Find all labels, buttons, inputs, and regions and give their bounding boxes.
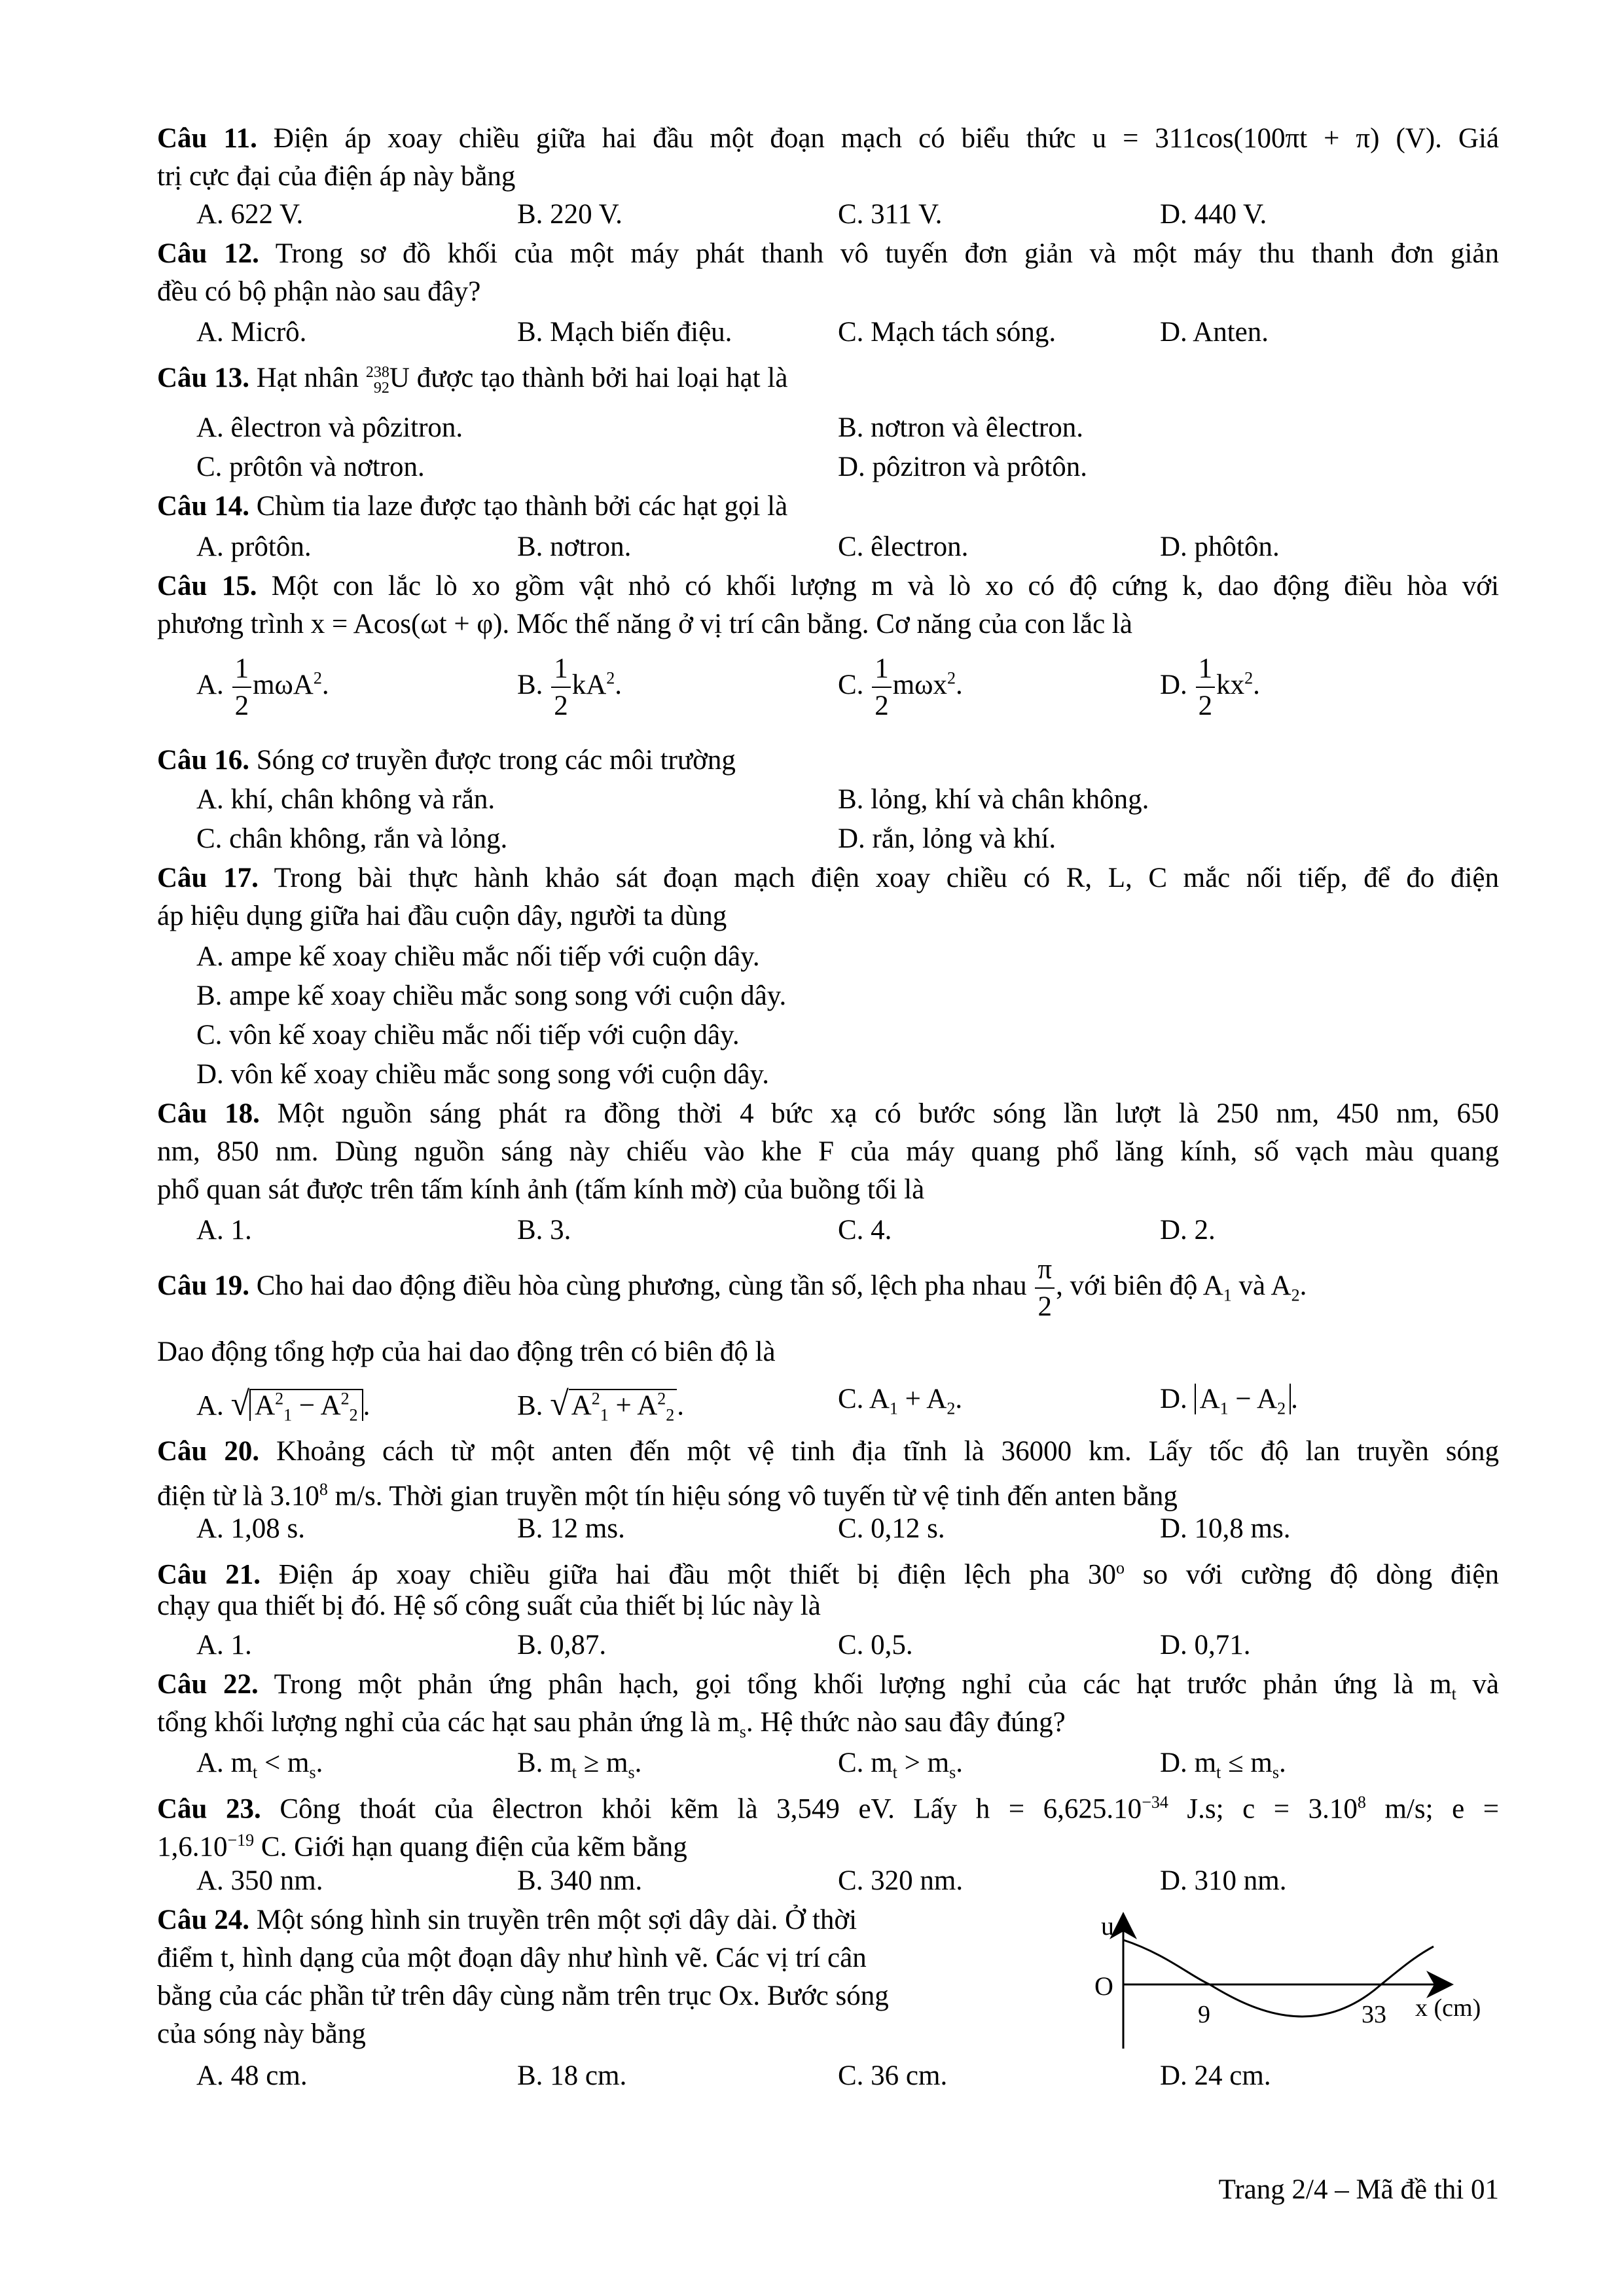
q16-line1: Câu 16. Sóng cơ truyền được trong các môi trường [157, 745, 736, 776]
q15-label: Câu 15. [157, 571, 257, 601]
q11-option-b[interactable]: B. 220 V. [517, 199, 623, 230]
q21-option-d[interactable]: D. 0,71. [1160, 1630, 1251, 1660]
q21-line2: chạy qua thiết bị đó. Hệ số công suất của thiết bị lúc này là [157, 1590, 821, 1621]
q18-label: Câu 18. [157, 1098, 260, 1129]
q16-label: Câu 16. [157, 745, 249, 776]
q20-option-c[interactable]: C. 0,12 s. [838, 1513, 945, 1544]
q18-option-a[interactable]: A. 1. [196, 1215, 252, 1246]
q22-label: Câu 22. [157, 1669, 259, 1700]
q24-option-d[interactable]: D. 24 cm. [1160, 2060, 1271, 2091]
q24-option-c[interactable]: C. 36 cm. [838, 2060, 948, 2091]
q24-line4: của sóng này bằng [157, 2018, 366, 2049]
q22-line2: tổng khối lượng nghỉ của các hạt sau phản ứng là $m_s$. Hệ thức nào sau đây đúng? [157, 1707, 1066, 1742]
q13-option-b[interactable]: B. nơtron và êlectron. [838, 412, 1083, 443]
q19-option-d[interactable]: D. $A_1 - A_2$ . [1160, 1384, 1298, 1418]
q17-option-d[interactable]: D. vôn kế xoay chiều mắc song song với cuộn dây. [196, 1059, 769, 1090]
q22-option-c[interactable]: C. $m_t > m_s$. [838, 1748, 963, 1782]
q17-label: Câu 17. [157, 863, 259, 893]
wave-figure [1041, 1911, 1499, 2055]
u-axis-label: u [1101, 1911, 1114, 1941]
sqrt-sign-icon: √ [550, 1385, 569, 1423]
q22-option-a[interactable]: A. $m_t < m_s$. [196, 1748, 323, 1782]
pi-over-2: $\frac{\pi}{2}$ [1035, 1255, 1055, 1321]
q19-option-a[interactable]: A. √ $A^2_1 - A^2_2$ . [196, 1385, 370, 1425]
q20-option-b[interactable]: B. 12 ms. [517, 1513, 625, 1544]
q14-label: Câu 14. [157, 491, 249, 522]
q22-option-d[interactable]: D. $m_t \le m_s$. [1160, 1748, 1286, 1782]
q21-line1: Câu 21. Điện áp xoay chiều giữa hai đầu một thiết bị điện lệch pha 30$^o$ so với cường độ dòng điện [157, 1558, 1499, 1590]
q14-option-a[interactable]: A. prôtôn. [196, 531, 312, 562]
q13-line1: Câu 13. Hạt nhân 238 92 U được tạo thành bởi hai loại hạt là [157, 363, 788, 397]
q21-label: Câu 21. [157, 1559, 261, 1590]
tick-label-9: 9 [1198, 2001, 1210, 2028]
origin-label: O [1094, 1971, 1113, 2001]
q11-label: Câu 11. [157, 123, 257, 154]
tick-label-33: 33 [1362, 2001, 1386, 2028]
q16-option-d[interactable]: D. rắn, lỏng và khí. [838, 823, 1056, 854]
q24-option-b[interactable]: B. 18 cm. [517, 2060, 627, 2091]
q11-line2: trị cực đại của điện áp này bằng [157, 161, 516, 192]
q20-option-d[interactable]: D. 10,8 ms. [1160, 1513, 1291, 1544]
q23-line2: $1,6.10^{-19}$ C. Giới hạn quang điện của kẽm bằng [157, 1831, 687, 1863]
q13-label: Câu 13. [157, 363, 249, 393]
q15-line1: Câu 15. Một con lắc lò xo gồm vật nhỏ có khối lượng m và lò xo có độ cứng k, dao động điều hòa với [157, 571, 1499, 601]
q24-option-a[interactable]: A. 48 cm. [196, 2060, 308, 2091]
q23-option-b[interactable]: B. 340 nm. [517, 1865, 643, 1896]
q17-option-a[interactable]: A. ampe kế xoay chiều mắc nối tiếp với cuộn dây. [196, 941, 760, 972]
q20-line2: điện từ là 3.10$^8$ m/s. Thời gian truyền một tín hiệu sóng vô tuyến từ vệ tinh đến anten bằng [157, 1480, 1178, 1512]
q18-line3: phổ quan sát được trên tấm kính ảnh (tấm kính mờ) của buồng tối là [157, 1174, 925, 1205]
q17-option-b[interactable]: B. ampe kế xoay chiều mắc song song với cuộn dây. [196, 980, 787, 1011]
q18-option-d[interactable]: D. 2. [1160, 1215, 1216, 1246]
q16-option-b[interactable]: B. lỏng, khí và chân không. [838, 784, 1149, 815]
q14-option-b[interactable]: B. nơtron. [517, 531, 632, 562]
q20-option-a[interactable]: A. 1,08 s. [196, 1513, 306, 1544]
q19-label: Câu 19. [157, 1270, 249, 1301]
q11-option-a[interactable]: A. 622 V. [196, 199, 304, 230]
q12-option-a[interactable]: A. Micrô. [196, 317, 307, 348]
q24-line3: bằng của các phần tử trên dây cùng nằm trên trục Ox. Bước sóng [157, 1981, 889, 2011]
q15-option-c[interactable]: C. $\frac{1}{2}$ mωx$^2$. [838, 653, 963, 721]
q11-option-c[interactable]: C. 311 V. [838, 199, 943, 230]
sqrt-sign-icon: √ [230, 1385, 250, 1423]
q24-line2: điểm t, hình dạng của một đoạn dây như hình vẽ. Các vị trí cân [157, 1943, 867, 1973]
q11-line1: Câu 11. Điện áp xoay chiều giữa hai đầu một đoạn mạch có biểu thức u = 311cos(100πt + π) (V). Giá [157, 123, 1499, 154]
q17-line1: Câu 17. Trong bài thực hành khảo sát đoạn mạch điện xoay chiều có R, L, C mắc nối tiếp, để đo điện [157, 863, 1500, 893]
q13-option-a[interactable]: A. êlectron và pôzitron. [196, 412, 463, 443]
q12-label: Câu 12. [157, 238, 259, 269]
q12-option-b[interactable]: B. Mạch biến điệu. [517, 317, 732, 348]
q19-line2: Dao động tổng hợp của hai dao động trên có biên độ là [157, 1336, 776, 1367]
q23-line1: Câu 23. Công thoát của êlectron khỏi kẽm là 3,549 eV. Lấy $h = 6,625.10^{-34}$ J.s; $c = 3.10^8$ m/s; e = [157, 1793, 1500, 1825]
q22-option-b[interactable]: B. $m_t \ge m_s$. [517, 1748, 642, 1782]
q15-line2: phương trình x = Acos(ωt + φ). Mốc thế năng ở vị trí cân bằng. Cơ năng của con lắc là [157, 609, 1132, 639]
q13-option-d[interactable]: D. pôzitron và prôtôn. [838, 452, 1087, 482]
wave-curve [1123, 1940, 1434, 2017]
page-footer: Trang 2/4 – Mã đề thi 01 [1218, 2174, 1499, 2205]
q23-option-c[interactable]: C. 320 nm. [838, 1865, 964, 1896]
q21-option-a[interactable]: A. 1. [196, 1630, 252, 1660]
q13-option-c[interactable]: C. prôtôn và nơtron. [196, 452, 425, 482]
q16-option-a[interactable]: A. khí, chân không và rắn. [196, 784, 496, 815]
q23-option-d[interactable]: D. 310 nm. [1160, 1865, 1287, 1896]
q20-label: Câu 20. [157, 1436, 260, 1467]
exam-page [157, 0, 1499, 2296]
q23-option-a[interactable]: A. 350 nm. [196, 1865, 323, 1896]
q14-option-c[interactable]: C. êlectron. [838, 531, 969, 562]
q21-option-c[interactable]: C. 0,5. [838, 1630, 913, 1660]
q12-option-d[interactable]: D. Anten. [1160, 317, 1269, 348]
q16-option-c[interactable]: C. chân không, rắn và lỏng. [196, 823, 508, 854]
nuclide-notation: 238 92 [365, 364, 389, 397]
q22-line1: Câu 22. Trong một phản ứng phân hạch, gọi tổng khối lượng nghỉ của các hạt trước phản ứng là $m_t$ và [157, 1669, 1499, 1704]
q19-option-b[interactable]: B. $√A^2_1 + A^2_2$. [517, 1385, 685, 1425]
q11-option-d[interactable]: D. 440 V. [1160, 199, 1267, 230]
q15-option-b[interactable]: B. $\frac{1}{2}$ $kA^2$. [517, 653, 622, 721]
q18-option-b[interactable]: B. 3. [517, 1215, 571, 1246]
q18-line1: Câu 18. Một nguồn sáng phát ra đồng thời 4 bức xạ có bước sóng lần lượt là 250 nm, 450 nm, 650 [157, 1098, 1499, 1129]
q19-option-c[interactable]: C. $A_1 + A_2$. [838, 1384, 963, 1418]
q12-line1: Câu 12. Trong sơ đồ khối của một máy phát thanh vô tuyến đơn giản và một máy thu thanh đơn giản [157, 238, 1500, 269]
q18-option-c[interactable]: C. 4. [838, 1215, 892, 1246]
q15-option-d[interactable]: D. $\frac{1}{2}$ $kx^2$. [1160, 653, 1260, 721]
q24-line1: Câu 24. Một sóng hình sin truyền trên một sợi dây dài. Ở thời [157, 1905, 857, 1935]
q17-line2: áp hiệu dụng giữa hai đầu cuộn dây, người ta dùng [157, 901, 727, 931]
q12-line2: đều có bộ phận nào sau đây? [157, 276, 481, 307]
q15-option-a[interactable]: A. $\frac{1}{2}$ mωA$^2$. [196, 653, 329, 721]
q21-option-b[interactable]: B. 0,87. [517, 1630, 607, 1660]
q20-line1: Câu 20. Khoảng cách từ một anten đến một vệ tinh địa tĩnh là 36000 km. Lấy tốc độ lan truyền sóng [157, 1436, 1500, 1467]
q14-option-d[interactable]: D. phôtôn. [1160, 531, 1280, 562]
q17-option-c[interactable]: C. vôn kế xoay chiều mắc nối tiếp với cuộn dây. [196, 1020, 740, 1050]
q12-option-c[interactable]: C. Mạch tách sóng. [838, 317, 1056, 348]
q24-label: Câu 24. [157, 1905, 249, 1935]
x-axis-label: x (cm) [1415, 1994, 1481, 2022]
q19-line1: Câu 19. Cho hai dao động điều hòa cùng phương, cùng tần số, lệch pha nhau $\frac{\pi}{2}$ , với biên độ $A_1$ và $A_2$. [157, 1254, 1307, 1322]
q23-label: Câu 23. [157, 1793, 261, 1825]
q18-line2: nm, 850 nm. Dùng nguồn sáng này chiếu vào khe F của máy quang phổ lăng kính, số vạch màu quang [157, 1136, 1499, 1167]
q14-line1: Câu 14. Chùm tia laze được tạo thành bởi các hạt gọi là [157, 491, 788, 522]
